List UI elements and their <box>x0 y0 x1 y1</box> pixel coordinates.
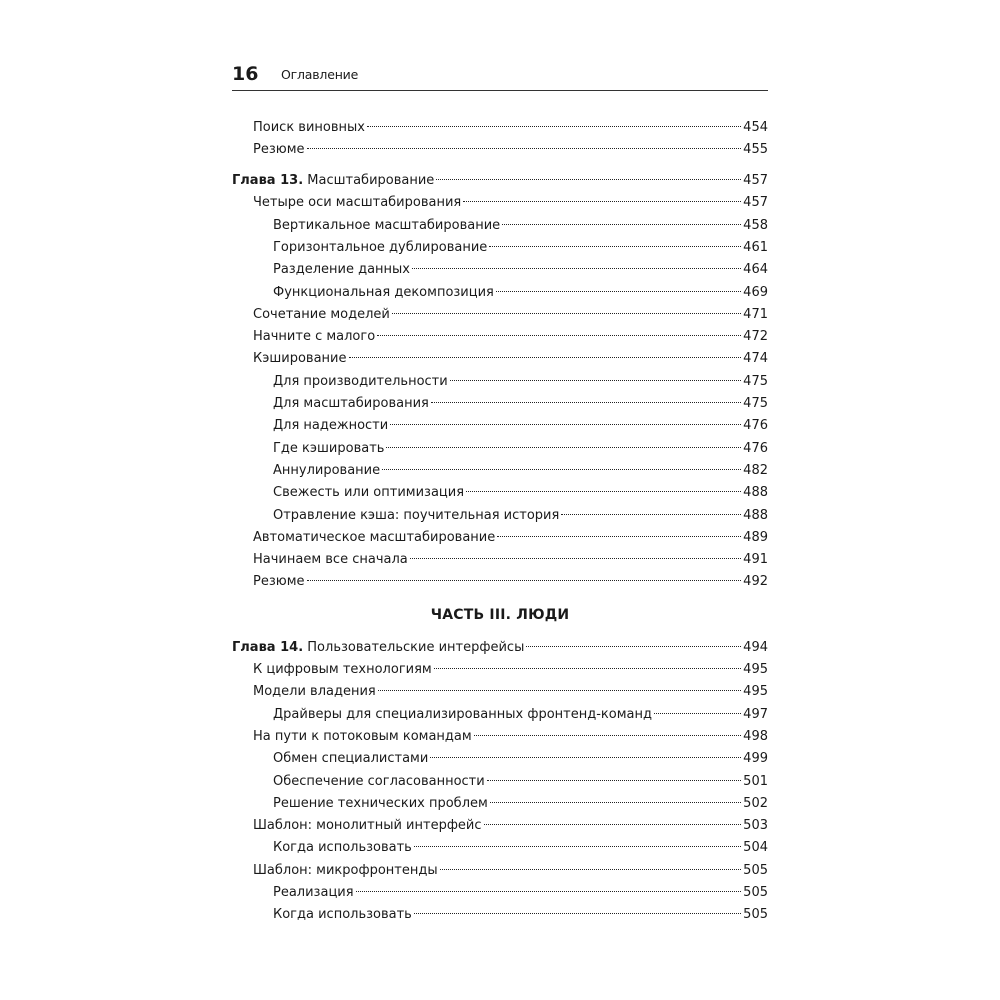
dot-leader <box>412 268 741 269</box>
dot-leader <box>410 558 741 559</box>
toc-entry-page: 492 <box>743 574 768 590</box>
dot-leader <box>526 646 741 647</box>
toc-entry-title: Поиск виновных <box>253 120 365 135</box>
dot-leader <box>502 224 741 225</box>
toc-entry[interactable] <box>232 192 768 214</box>
toc-entry-title: Шаблон: микрофронтенды <box>253 862 438 878</box>
dot-leader <box>434 668 741 669</box>
toc-subentry[interactable] <box>232 215 768 237</box>
toc-entry-title: Четыре оси масштабирования <box>253 195 462 211</box>
toc-subentry[interactable] <box>232 438 768 460</box>
toc-entry-title: Автоматическое масштабирование <box>253 529 496 545</box>
dot-leader <box>430 757 741 758</box>
dot-leader <box>390 424 741 425</box>
toc-entry-page: 489 <box>743 529 768 545</box>
dot-leader <box>382 469 741 470</box>
toc-entry-title: Разделение данных <box>273 262 411 278</box>
toc-entry-page: 458 <box>743 217 768 233</box>
toc-entry-title: Обмен специалистами <box>273 751 429 767</box>
toc-subentry[interactable] <box>232 259 768 281</box>
toc-entry-title: Кэширование <box>253 351 347 367</box>
toc-entry-title: Свежесть или оптимизация <box>273 485 465 501</box>
toc-subentry[interactable] <box>232 793 768 815</box>
toc-entry-page: 495 <box>743 684 768 700</box>
toc-entry-title: Обеспечение согласованности <box>273 773 485 789</box>
toc-entry-title: Шаблон: монолитный интерфейс <box>253 818 482 834</box>
toc-subentry[interactable] <box>232 282 768 304</box>
toc-subentry[interactable] <box>232 704 768 726</box>
running-title: Оглавление <box>281 67 359 82</box>
toc-entry-title: Аннулирование <box>273 462 381 478</box>
dot-leader <box>414 913 741 914</box>
toc-entry-page: 482 <box>743 462 768 478</box>
toc-subentry[interactable] <box>232 237 768 259</box>
toc-entry[interactable] <box>232 549 768 571</box>
toc-entry[interactable] <box>232 304 768 326</box>
toc-entry-page: 498 <box>743 728 768 744</box>
toc-entry-page: 455 <box>743 142 768 158</box>
toc-entry-page: 475 <box>743 396 768 412</box>
toc-entry-page: 474 <box>743 351 768 367</box>
toc-entry-title: Драйверы для специализированных фронтенд-команд <box>273 706 652 722</box>
toc-entry[interactable] <box>232 815 768 837</box>
toc-entry-title: Для масштабирования <box>273 396 429 412</box>
dot-leader <box>307 148 742 149</box>
dot-leader <box>431 402 741 403</box>
toc-entry-page: 495 <box>743 662 768 678</box>
chapter-prefix: Глава 13. <box>232 173 304 189</box>
toc-entry-title: Для производительности <box>273 373 448 389</box>
toc-entry-title: Решение технических проблем <box>273 795 488 811</box>
toc-entry-page: 461 <box>743 239 768 255</box>
toc-subentry[interactable] <box>232 393 768 415</box>
toc-entry-page: 503 <box>743 818 768 834</box>
toc-entry-page: 464 <box>743 262 768 278</box>
dot-leader <box>356 891 742 892</box>
toc-subentry[interactable] <box>232 837 768 859</box>
toc-entry-page: 454 <box>743 120 768 135</box>
toc-subentry[interactable] <box>232 904 768 926</box>
toc-entry-title: Когда использовать <box>273 907 412 923</box>
toc-subentry[interactable] <box>232 415 768 437</box>
dot-leader <box>392 313 741 314</box>
toc-entry-title: На пути к потоковым командам <box>253 728 472 744</box>
toc-entry-page: 457 <box>743 173 768 189</box>
dot-leader <box>654 713 741 714</box>
toc-entry-page: 499 <box>743 751 768 767</box>
toc-entry-page: 475 <box>743 373 768 389</box>
toc-entry-page: 488 <box>743 507 768 523</box>
dot-leader <box>497 536 741 537</box>
toc-subentry[interactable] <box>232 482 768 504</box>
toc-entry-title: Модели владения <box>253 684 376 700</box>
dot-leader <box>349 357 742 358</box>
toc-entry-title: Функциональная декомпозиция <box>273 284 494 300</box>
dot-leader <box>561 514 741 515</box>
running-head <box>232 62 768 90</box>
toc-entry-title: Сочетание моделей <box>253 306 390 322</box>
dot-leader <box>489 246 741 247</box>
toc-entry-page: 497 <box>743 706 768 722</box>
chapter-name: Масштабирование <box>307 173 435 189</box>
chapter-title <box>232 170 434 192</box>
toc-entry-title: Вертикальное масштабирование <box>273 217 501 233</box>
toc-chapter-13[interactable] <box>232 170 768 192</box>
toc-entry[interactable] <box>232 726 768 748</box>
dot-leader <box>386 447 741 448</box>
page-number: 16 <box>232 63 259 85</box>
dot-leader <box>440 869 742 870</box>
toc-entry-title: Отравление кэша: поучительная история <box>273 507 560 523</box>
toc-entry-page: 505 <box>743 907 768 923</box>
dot-leader <box>414 846 741 847</box>
toc-entry-title: Начинаем все сначала <box>253 552 408 568</box>
toc-entry-page: 457 <box>743 195 768 211</box>
toc-entry-page: 501 <box>743 773 768 789</box>
toc-entry-page: 476 <box>743 418 768 434</box>
toc-entry-page: 505 <box>743 885 768 900</box>
toc-entry-title: К цифровым технологиям <box>253 662 432 678</box>
toc-entry-page: 494 <box>743 639 768 655</box>
toc-entry-title: Для надежности <box>273 418 389 434</box>
dot-leader <box>490 802 741 803</box>
toc-entry[interactable] <box>232 139 768 161</box>
toc-subentry[interactable] <box>232 505 768 527</box>
dot-leader <box>474 735 741 736</box>
toc-entry[interactable] <box>232 527 768 549</box>
dot-leader <box>436 179 741 180</box>
chapter-prefix: Глава 14. <box>232 639 304 655</box>
toc-entry-title: Резюме <box>253 142 305 158</box>
dot-leader <box>307 580 742 581</box>
dot-leader <box>487 780 741 781</box>
toc-entry[interactable] <box>232 348 768 370</box>
toc-entry-page: 469 <box>743 284 768 300</box>
toc-entry[interactable] <box>232 659 768 681</box>
toc-entry-title: Начните с малого <box>253 329 376 345</box>
header-divider <box>232 90 768 91</box>
toc-entry-title: Реализация <box>273 885 354 900</box>
toc-subentry[interactable] <box>232 748 768 770</box>
toc-entry[interactable] <box>232 326 768 348</box>
toc-entry-page: 476 <box>743 440 768 456</box>
dot-leader <box>484 824 742 825</box>
spacer <box>232 162 768 171</box>
dot-leader <box>463 201 741 202</box>
dot-leader <box>377 335 741 336</box>
toc-entry-title: Когда использовать <box>273 840 412 856</box>
dot-leader <box>450 380 741 381</box>
toc-entry-title: Где кэшировать <box>273 440 385 456</box>
toc-entry-page: 505 <box>743 862 768 878</box>
toc-entry-page: 471 <box>743 306 768 322</box>
chapter-title <box>232 637 524 659</box>
dot-leader <box>367 126 741 127</box>
toc-entry-page: 502 <box>743 795 768 811</box>
dot-leader <box>496 291 741 292</box>
chapter-name: Пользовательские интерфейсы <box>307 639 525 655</box>
toc-entry-page: 488 <box>743 485 768 501</box>
dot-leader <box>378 690 741 691</box>
part-heading: ЧАСТЬ III. ЛЮДИ <box>430 606 570 623</box>
toc-entry-title: Резюме <box>253 574 305 590</box>
toc-entry-title: Горизонтальное дублирование <box>273 239 488 255</box>
toc-entry[interactable] <box>232 117 768 139</box>
toc-entry[interactable] <box>232 681 768 703</box>
toc-entry-page: 472 <box>743 329 768 345</box>
dot-leader <box>466 491 741 492</box>
toc-entry[interactable] <box>232 571 768 593</box>
toc-entry[interactable] <box>232 860 768 882</box>
table-of-contents <box>232 117 768 927</box>
toc-subentry[interactable] <box>232 460 768 482</box>
toc-chapter-14[interactable] <box>232 637 768 659</box>
toc-subentry[interactable] <box>232 371 768 393</box>
toc-subentry[interactable] <box>232 771 768 793</box>
toc-subentry[interactable] <box>232 882 768 904</box>
toc-entry-page: 504 <box>743 840 768 856</box>
toc-entry-page: 491 <box>743 552 768 568</box>
